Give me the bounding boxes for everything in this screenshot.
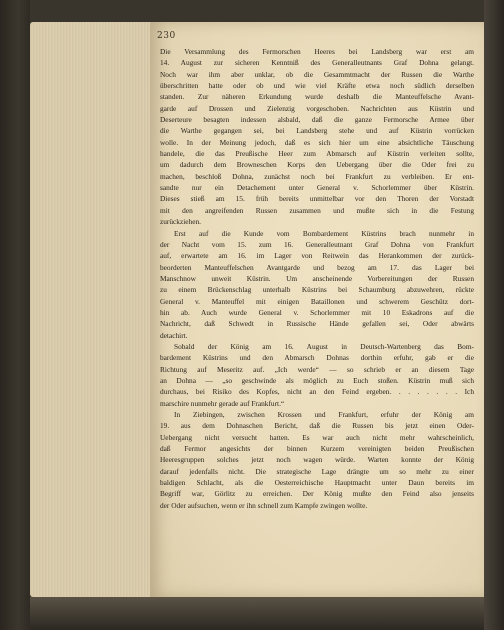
- text-line: sandte nur ein Detachement unter General v. Schorlemmer über Küstrin.: [160, 183, 474, 193]
- paragraph: [160, 228, 474, 341]
- text-line: 14. August zur sicheren Kenntniß des Generalleutnants Graf Dohna gelangt.: [160, 58, 474, 68]
- text-line: beorderten Manteuffelschen Avantgarde und bezog am 17. das Lager bei: [160, 262, 474, 272]
- text-line: Manschnow unweit Küstrin. Um anscheinende Vorbereitungen der Russen: [160, 273, 474, 283]
- page-body-text: [160, 46, 474, 511]
- page-number: 230: [157, 31, 176, 41]
- text-line: überschritten hatte oder ob und wie viel Kräfte etwa noch südlich derselben: [160, 81, 474, 91]
- text-line: an Dohna — „so geschwinde als möglich zu Euch stoßen. Küstrin muß sich: [160, 375, 474, 385]
- text-line: hin ab. Auch wurde General v. Schorlemmer mit 10 Eskadrons auf die: [160, 307, 474, 317]
- text-line: mit den angreifenden Russen zusammen und mußte sich in die Festung: [160, 205, 474, 215]
- book-cover-left: [0, 0, 30, 630]
- paragraph: [160, 409, 474, 511]
- text-line: baldigen Schlacht, als die Oesterreichische Hauptmacht unter Daun bereits im: [160, 478, 474, 488]
- text-line: In Ziebingen, zwischen Krossen und Frankfurt, erfuhr der König am: [174, 410, 474, 419]
- text-line: 19. aus dem Dohnaschen Bericht, daß die Russen bis jetzt einen Oder-: [160, 421, 474, 431]
- text-line: auf, erwartete am 16. im Lager von Reitwein das Herankommen der zurück-: [160, 251, 474, 261]
- page-stack-edges: [30, 22, 150, 597]
- text-line: Deserteure besagten indessen alsbald, daß die ganze Fermorsche Armee über: [160, 115, 474, 125]
- text-line: Uebergang nicht versucht hatten. Es war auch nicht mehr wahrscheinlich,: [160, 432, 474, 442]
- text-line: garde auf Drossen und Zielenzig vorgeschoben. Nachrichten aus Küstrin und: [160, 103, 474, 113]
- text-line: durchaus, bei Risiko des Kopfes, nicht an den Feind ergeben. . . . . . . . Ich: [160, 387, 474, 397]
- text-line: Heeresgruppen solches jetzt noch wagen würde. Warten konnte der König: [160, 455, 474, 465]
- text-line: zurückziehen.: [160, 217, 201, 227]
- text-line: um dadurch dem Browneschen Korps den Uebergang über die Oder frei zu: [160, 160, 474, 170]
- text-line: machen, beschloß Dohna, zunächst noch bei Frankfurt zu verbleiben. Er ent-: [160, 171, 474, 181]
- book-cover-right: [484, 0, 504, 630]
- text-line: zu einem Brückenschlag unterhalb Küstrins bei Schaumburg abzuwehren, rückte: [160, 285, 474, 295]
- paragraph: [160, 46, 474, 228]
- text-line: marschire nunmehr gerade auf Frankfurt.“: [160, 398, 285, 408]
- paragraph: [160, 341, 474, 409]
- text-line: Begriff war, Görlitz zu erreichen. Der König mußte den Feind also jenseits: [160, 489, 474, 499]
- text-line: Richtung auf Meseritz auf. „Ich werde“ — so schrieb er an diesem Tage: [160, 364, 474, 374]
- text-line: Nachricht, daß Schwedt in Russische Hände gefallen sei, Oder abwärts: [160, 319, 474, 329]
- text-line: Dieses stieß am 15. früh bereits unmittelbar vor den Thoren der Vorstadt: [160, 194, 474, 204]
- text-line: Die Versammlung des Fermorschen Heeres bei Landsberg war erst am: [160, 47, 474, 56]
- text-line: detachirt.: [160, 330, 188, 340]
- text-line: wolle. In der Meinung jedoch, daß es sich hier um eine absichtliche Täuschung: [160, 137, 474, 147]
- text-line: bardement Küstrins und den Abmarsch Dohnas dorthin erfuhr, gab er die: [160, 353, 474, 363]
- text-line: die Warthe gegangen sei, bei Landsberg stehe und auf Küstrin vorrücken: [160, 126, 474, 136]
- text-line: General v. Manteuffel mit einigen Bataillonen und schwerem Geschütz dort-: [160, 296, 474, 306]
- book-bottom-shadow: [30, 597, 484, 630]
- text-line: Noch war ihm aber unklar, ob die Gesammtmacht der Russen die Warthe: [160, 69, 474, 79]
- text-line: standen. Zur näheren Erkundung wurde deshalb die Manteuffelsche Avant-: [160, 92, 474, 102]
- text-line: handele, die das Preußische Heer zum Abmarsch auf Küstrin verleiten sollte,: [160, 149, 474, 159]
- text-line: Sobald der König am 16. August in Deutsch-Wartenberg das Bom-: [174, 341, 474, 351]
- text-line: Erst auf die Kunde vom Bombardement Küstrins brach nunmehr in: [174, 228, 474, 238]
- text-line: der Nacht vom 15. zum 16. Generalleutnant Graf Dohna von Frankfurt: [160, 239, 474, 249]
- text-line: daß Fermor angesichts der binnen Kurzem vereinigten beiden Preußischen: [160, 444, 474, 454]
- text-line: darauf jedenfalls nicht. Die strategische Lage drängte um so mehr zu einer: [160, 466, 474, 476]
- text-line: der Oder aufsuchen, wenn er ihn schnell zum Kampfe zwingen wollte.: [160, 500, 368, 510]
